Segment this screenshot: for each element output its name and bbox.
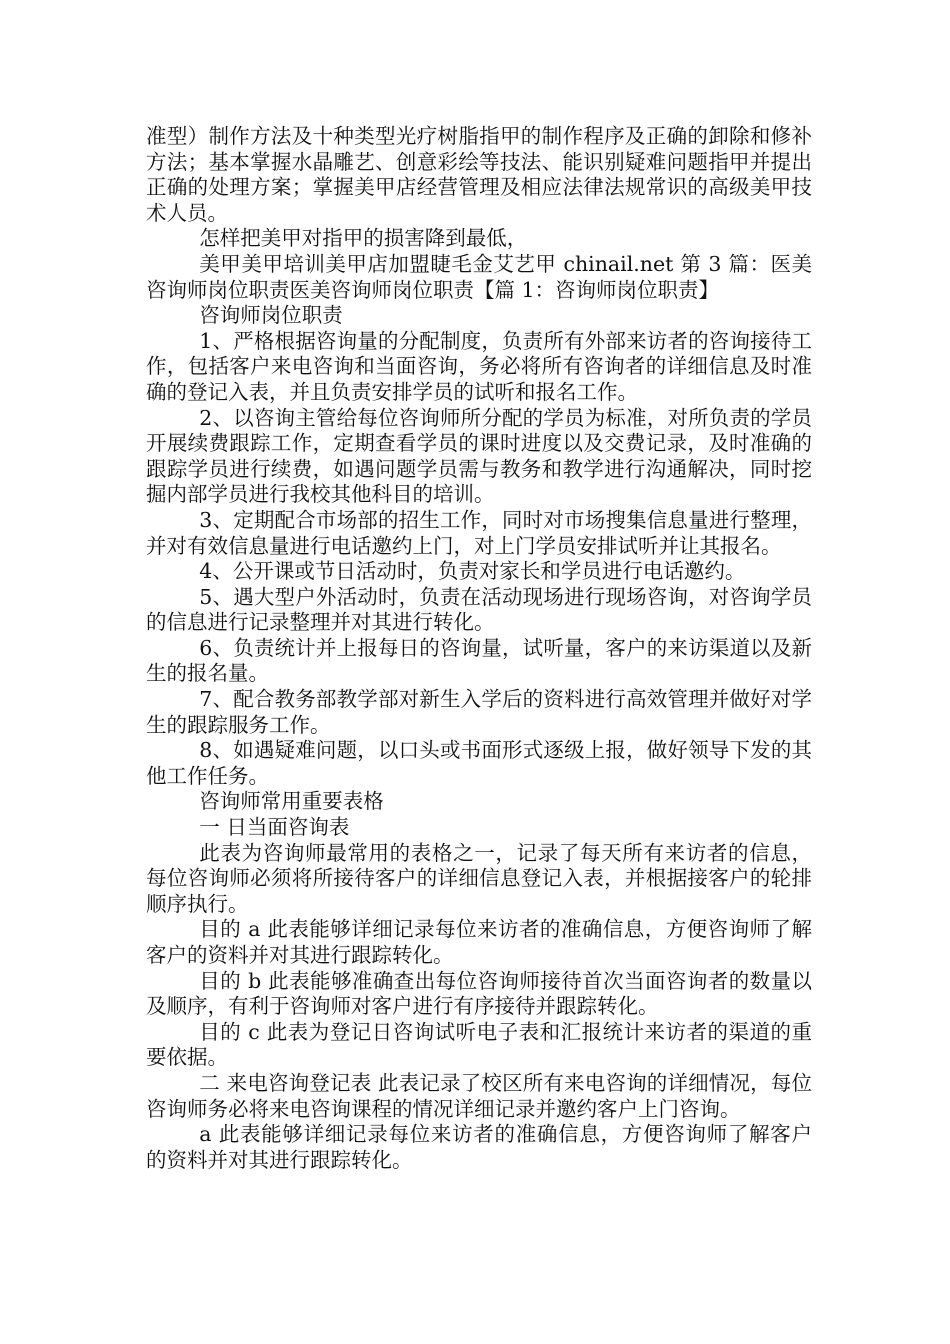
section-heading: 咨询师常用重要表格 [199, 789, 384, 814]
paragraph: 3、定期配合市场部的招生工作，同时对市场搜集信息量进行整理，并对有效信息量进行电话邀约上门，对上门学员安排试听并让其报名。 [146, 507, 812, 558]
paragraph: 准型）制作方法及十种类型光疗树脂指甲的制作程序及正确的卸除和修补方法；基本掌握水晶雕艺、创意彩绘等技法、能识别疑难问题指甲并提出正确的处理方案；掌握美甲店经营管理及相应法律法规常识的高级美甲技术人员。 [146, 124, 812, 225]
subsection-heading: 一 日当面咨询表 [199, 815, 350, 840]
paragraph: 怎样把美甲对指甲的损害降到最低， [199, 226, 528, 251]
paragraph: 目的 c 此表为登记日咨询试听电子表和汇报统计来访者的渠道的重要依据。 [146, 1019, 812, 1070]
paragraph: 5、遇大型户外活动时，负责在活动现场进行现场咨询，对咨询学员的信息进行记录整理并对其进行转化。 [146, 584, 812, 635]
paragraph: 2、以咨询主管给每位咨询师所分配的学员为标准，对所负责的学员开展续费跟踪工作，定期查看学员的课时进度以及交费记录，及时准确的跟踪学员进行续费，如遇问题学员需与教务和教学进行沟通解决，同时挖掘内部学员进行我校其他科目的培训。 [146, 405, 812, 507]
paragraph: 目的 a 此表能够详细记录每位来访者的准确信息，方便咨询师了解客户的资料并对其进行跟踪转化。 [146, 917, 812, 967]
paragraph: 此表为咨询师最常用的表格之一，记录了每天所有来访者的信息，每位咨询师必须将所接待客户的详细信息登记入表，并根据接客户的轮排顺序执行。 [146, 840, 812, 916]
paragraph: 6、负责统计并上报每日的咨询量，试听量，客户的来访渠道以及新生的报名量。 [146, 635, 812, 686]
paragraph: 目的 b 此表能够准确查出每位咨询师接待首次当面咨询者的数量以及顺序，有利于咨询师对客户进行有序接待并跟踪转化。 [146, 968, 812, 1019]
paragraph: 7、配合教务部教学部对新生入学后的资料进行高效管理并做好对学生的跟踪服务工作。 [146, 687, 812, 737]
section-heading: 咨询师岗位职责 [199, 303, 343, 328]
paragraph: a 此表能够详细记录每位来访者的准确信息，方便咨询师了解客户的资料并对其进行跟踪转化。 [146, 1122, 812, 1172]
document-body [146, 124, 812, 1173]
paragraph: 二 来电咨询登记表 此表记录了校区所有来电咨询的详细情况，每位咨询师务必将来电咨询课程的情况详细记录并邀约客户上门咨询。 [146, 1070, 812, 1121]
paragraph: 8、如遇疑难问题，以口头或书面形式逐级上报，做好领导下发的其他工作任务。 [146, 738, 812, 788]
paragraph: 4、公开课或节日活动时，负责对家长和学员进行电话邀约。 [199, 559, 746, 584]
paragraph: 1、严格根据咨询量的分配制度，负责所有外部来访者的咨询接待工作，包括客户来电咨询和当面咨询，务必将所有咨询者的详细信息及时准确的登记入表，并且负责安排学员的试听和报名工作。 [146, 328, 812, 404]
paragraph: 美甲美甲培训美甲店加盟睫毛金艾艺甲 chinail.net 第 3 篇：医美咨询师岗位职责医美咨询师岗位职责【篇 1：咨询师岗位职责】 [146, 251, 812, 302]
